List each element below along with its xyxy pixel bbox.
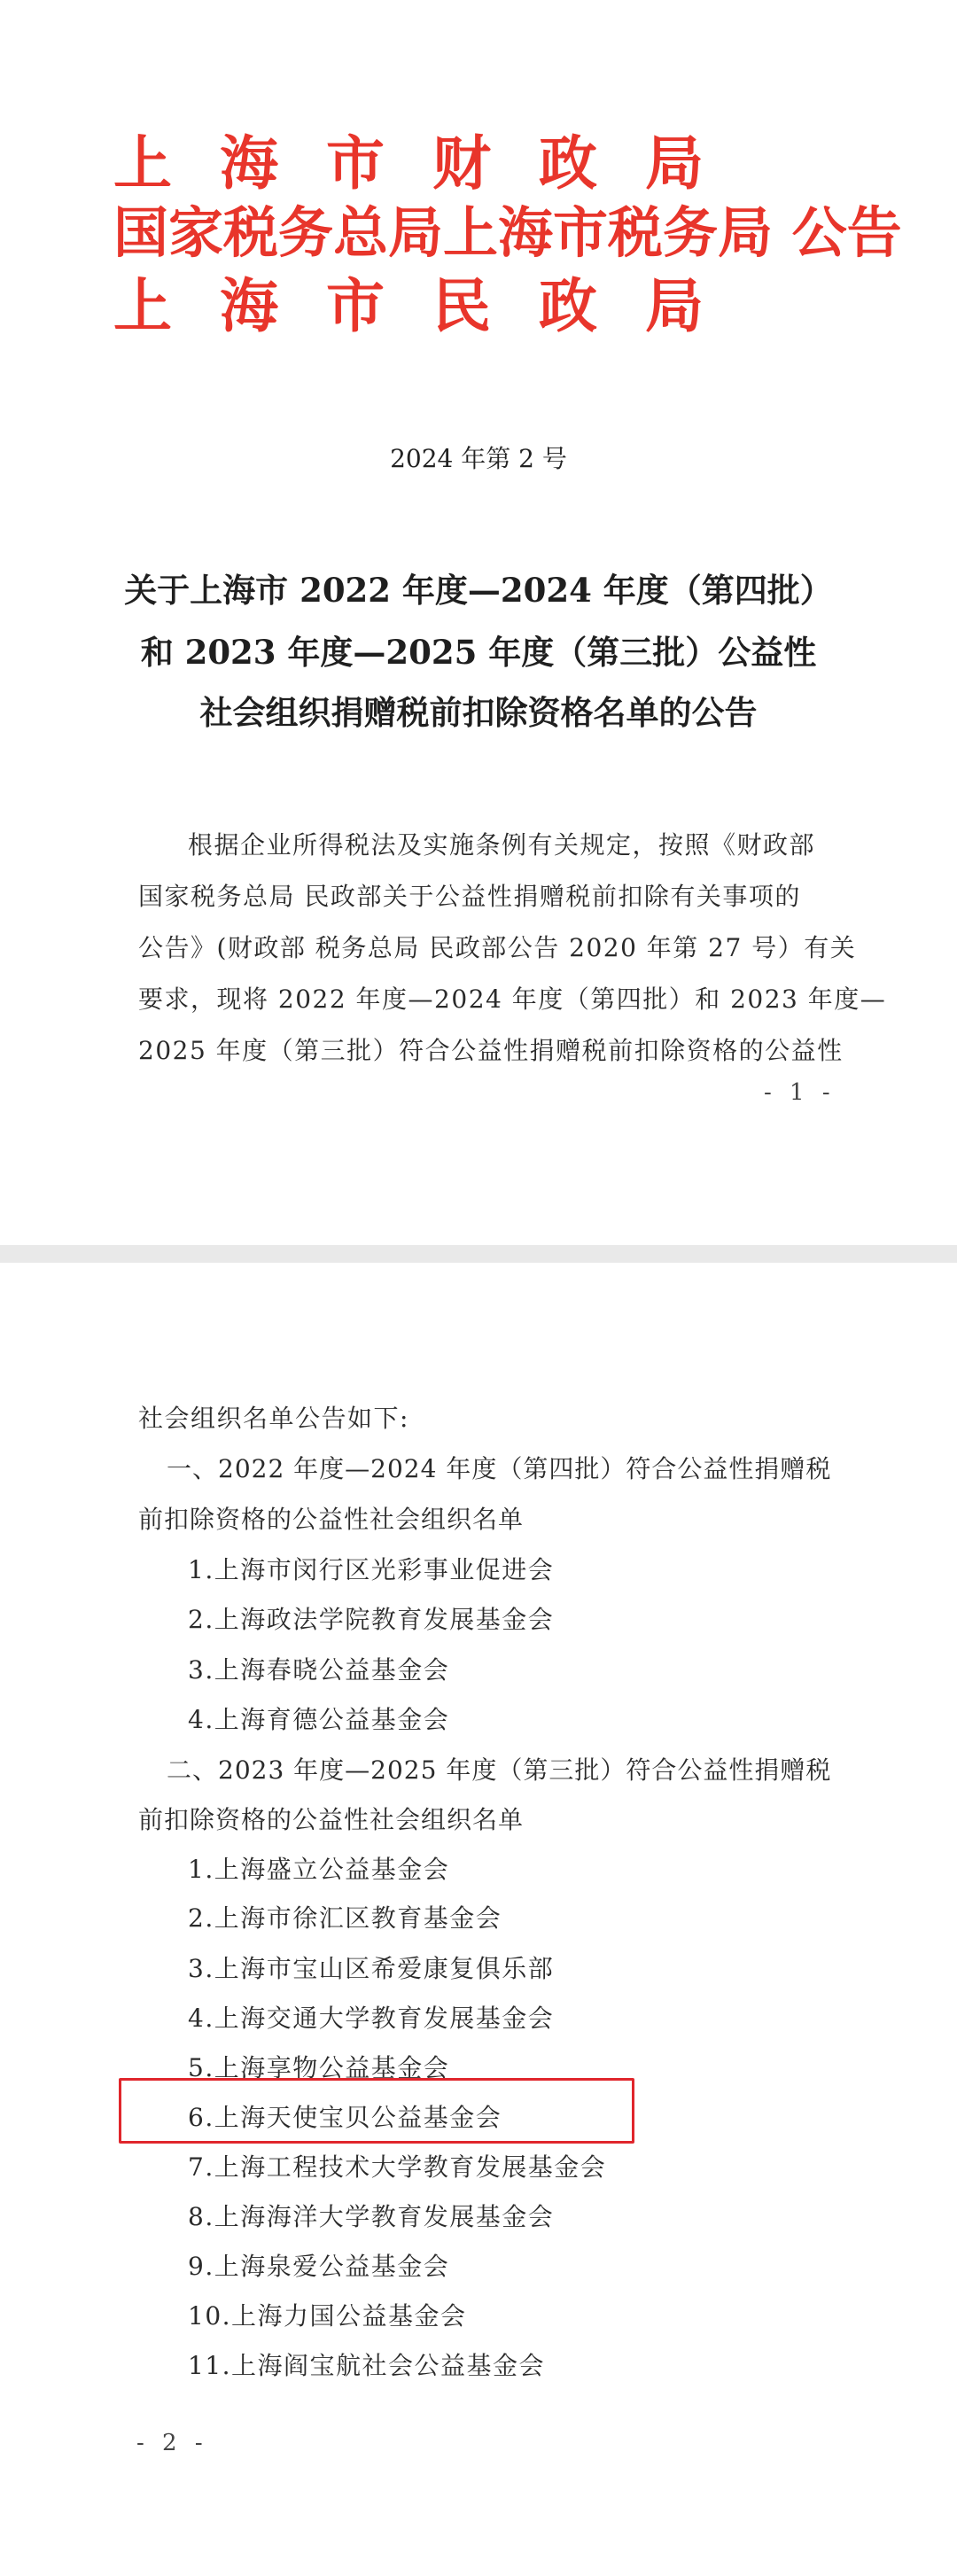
page-divider xyxy=(0,1245,957,1263)
list-item: 4.上海育德公益基金会 xyxy=(188,1705,450,1734)
document-title-line-2: 和 2023 年度—2025 年度（第三批）公益性 xyxy=(140,633,817,672)
section-1-heading: 一、2022 年度—2024 年度（第四批）符合公益性捐赠税 xyxy=(167,1454,832,1483)
body-text-line: 根据企业所得税法及实施条例有关规定，按照《财政部 xyxy=(188,830,816,860)
document-page-2 xyxy=(0,1263,957,2576)
list-intro: 社会组织名单公告如下: xyxy=(138,1404,409,1433)
issuer-shanghai-finance-bureau: 上海市财政局 xyxy=(113,129,751,198)
section-2-heading-cont: 前扣除资格的公益性社会组织名单 xyxy=(138,1805,525,1834)
list-item: 1.上海市闵行区光彩事业促进会 xyxy=(188,1555,555,1584)
list-item: 9.上海泉爱公益基金会 xyxy=(188,2252,450,2281)
list-item: 11.上海阎宝航社会公益基金会 xyxy=(188,2351,546,2380)
body-text-line: 要求，现将 2022 年度—2024 年度（第四批）和 2023 年度— xyxy=(138,984,887,1014)
list-item: 5.上海享物公益基金会 xyxy=(188,2053,450,2082)
list-item: 3.上海春晓公益基金会 xyxy=(188,1655,450,1685)
document-title-line-1: 关于上海市 2022 年度—2024 年度（第四批） xyxy=(124,571,833,610)
body-text-line: 2025 年度（第三批）符合公益性捐赠税前扣除资格的公益性 xyxy=(138,1036,844,1065)
list-item: 2.上海政法学院教育发展基金会 xyxy=(188,1605,555,1634)
list-item: 2.上海市徐汇区教育基金会 xyxy=(188,1903,502,1933)
list-item: 7.上海工程技术大学教育发展基金会 xyxy=(188,2152,607,2182)
body-text-line: 公告》(财政部 税务总局 民政部公告 2020 年第 27 号）有关 xyxy=(138,933,857,962)
document-page-1 xyxy=(0,0,957,1245)
page-number: - 1 - xyxy=(764,1079,836,1106)
list-item: 1.上海盛立公益基金会 xyxy=(188,1855,450,1884)
list-item: 10.上海力国公益基金会 xyxy=(188,2301,467,2331)
document-title-line-3: 社会组织捐赠税前扣除资格名单的公告 xyxy=(199,693,758,732)
section-1-heading-cont: 前扣除资格的公益性社会组织名单 xyxy=(138,1505,525,1534)
list-item: 8.上海海洋大学教育发展基金会 xyxy=(188,2202,555,2231)
list-item-highlighted: 6.上海天使宝贝公益基金会 xyxy=(188,2103,502,2132)
page-number: - 2 - xyxy=(136,2430,208,2456)
issuer-civil-affairs-bureau: 上海市民政局 xyxy=(113,272,751,340)
highlight-annotation-box xyxy=(119,2078,634,2144)
list-item: 4.上海交通大学教育发展基金会 xyxy=(188,2004,555,2033)
issuer-tax-bureau-announcement: 国家税务总局上海市税务局 公告 xyxy=(113,200,902,265)
section-2-heading: 二、2023 年度—2025 年度（第三批）符合公益性捐赠税 xyxy=(167,1755,832,1785)
list-item: 3.上海市宝山区希爱康复俱乐部 xyxy=(188,1954,555,1983)
document-number: 2024 年第 2 号 xyxy=(390,444,567,473)
body-text-line: 国家税务总局 民政部关于公益性捐赠税前扣除有关事项的 xyxy=(138,882,801,911)
